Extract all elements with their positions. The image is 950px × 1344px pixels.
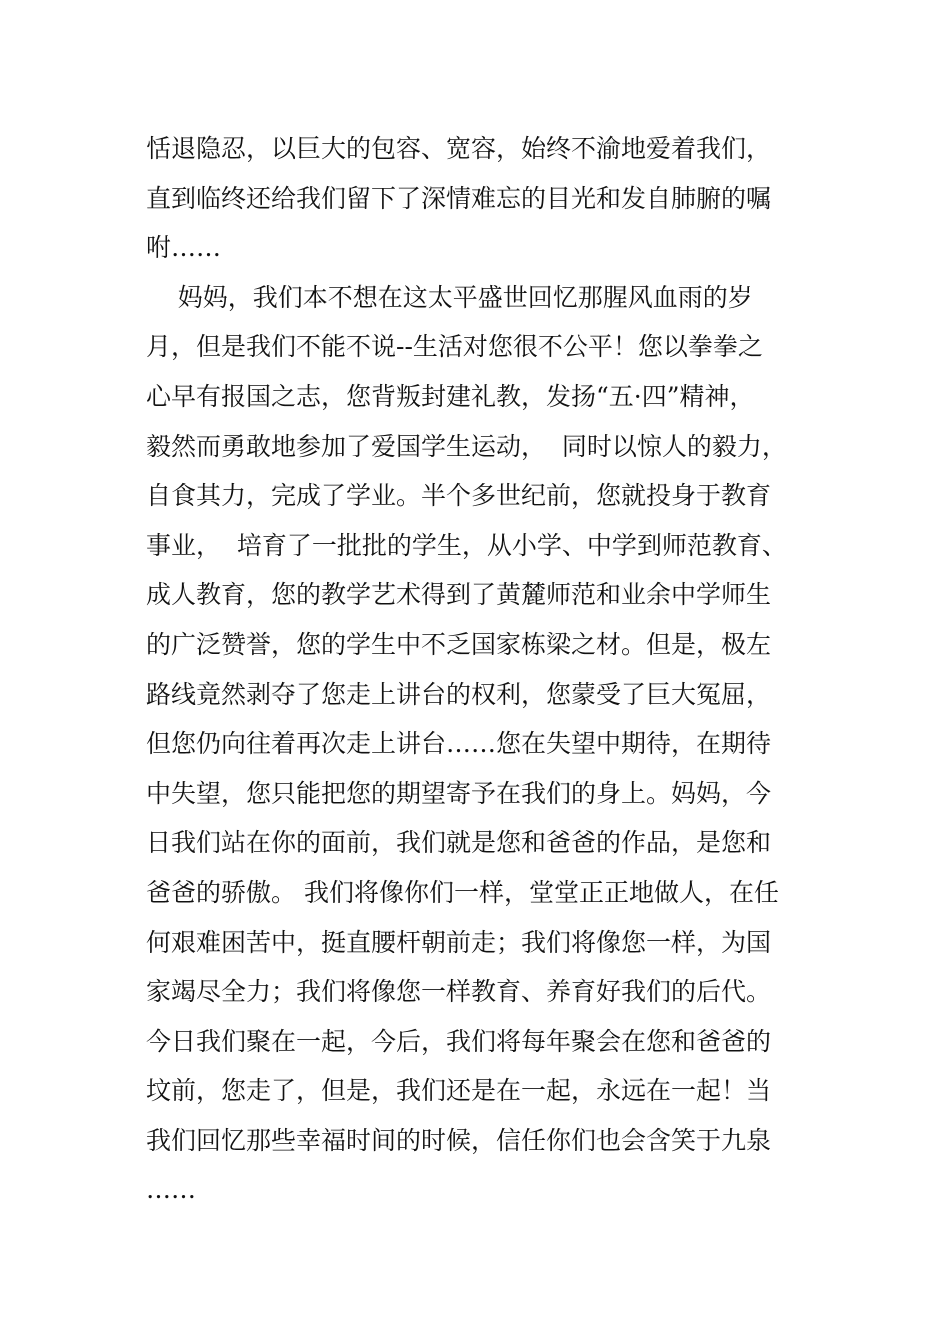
text-line: 家竭尽全力；我们将像您一样教育、养育好我们的后代。 — [146, 977, 772, 1007]
text-line: 坟前，您走了，但是，我们还是在一起，永远在一起！当 — [146, 1076, 772, 1106]
text-line: 路线竟然剥夺了您走上讲台的权利，您蒙受了巨大冤屈， — [146, 679, 772, 709]
text-line: 直到临终还给我们留下了深情难忘的目光和发自肺腑的嘱 — [146, 183, 772, 213]
text-line: 心早有报国之志，您背叛封建礼教，发扬“五·四”精神， — [146, 381, 755, 411]
text-line: 事业， 培育了一批批的学生，从小学、中学到师范教育、 — [146, 530, 787, 560]
text-line: 中失望，您只能把您的期望寄予在我们的身上。妈妈，今 — [146, 778, 772, 808]
text-line: 恬退隐忍，以巨大的包容、宽容，始终不渝地爱着我们， — [146, 134, 772, 163]
text-line: 爸爸的骄傲。 我们将像你们一样，堂堂正正地做人，在任 — [146, 877, 779, 907]
text-line: 但您仍向往着再次走上讲台……您在失望中期待，在期待 — [146, 729, 772, 759]
text-line: 妈妈，我们本不想在这太平盛世回忆那腥风血雨的岁 — [146, 282, 753, 312]
body-text — [146, 124, 846, 1215]
text-line: …… — [146, 1175, 196, 1205]
text-line: 毅然而勇敢地参加了爱国学生运动， 同时以惊人的毅力， — [146, 431, 787, 461]
text-line: 日我们站在你的面前，我们就是您和爸爸的作品，是您和 — [146, 828, 772, 858]
text-line: 何艰难困苦中，挺直腰杆朝前走；我们将像您一样，为国 — [146, 927, 772, 957]
text-line: 的广泛赞誉，您的学生中不乏国家栋梁之材。但是，极左 — [146, 629, 772, 659]
text-line: 咐…… — [146, 233, 222, 263]
text-line: 成人教育，您的教学艺术得到了黄麓师范和业余中学师生 — [146, 580, 772, 610]
text-line: 我们回忆那些幸福时间的时候，信任你们也会含笑于九泉 — [146, 1125, 772, 1155]
text-line: 今日我们聚在一起，今后，我们将每年聚会在您和爸爸的 — [146, 1026, 772, 1056]
text-line: 自食其力，完成了学业。半个多世纪前，您就投身于教育 — [146, 481, 772, 511]
text-line: 月，但是我们不能不说--生活对您很不公平！您以拳拳之 — [146, 332, 763, 362]
